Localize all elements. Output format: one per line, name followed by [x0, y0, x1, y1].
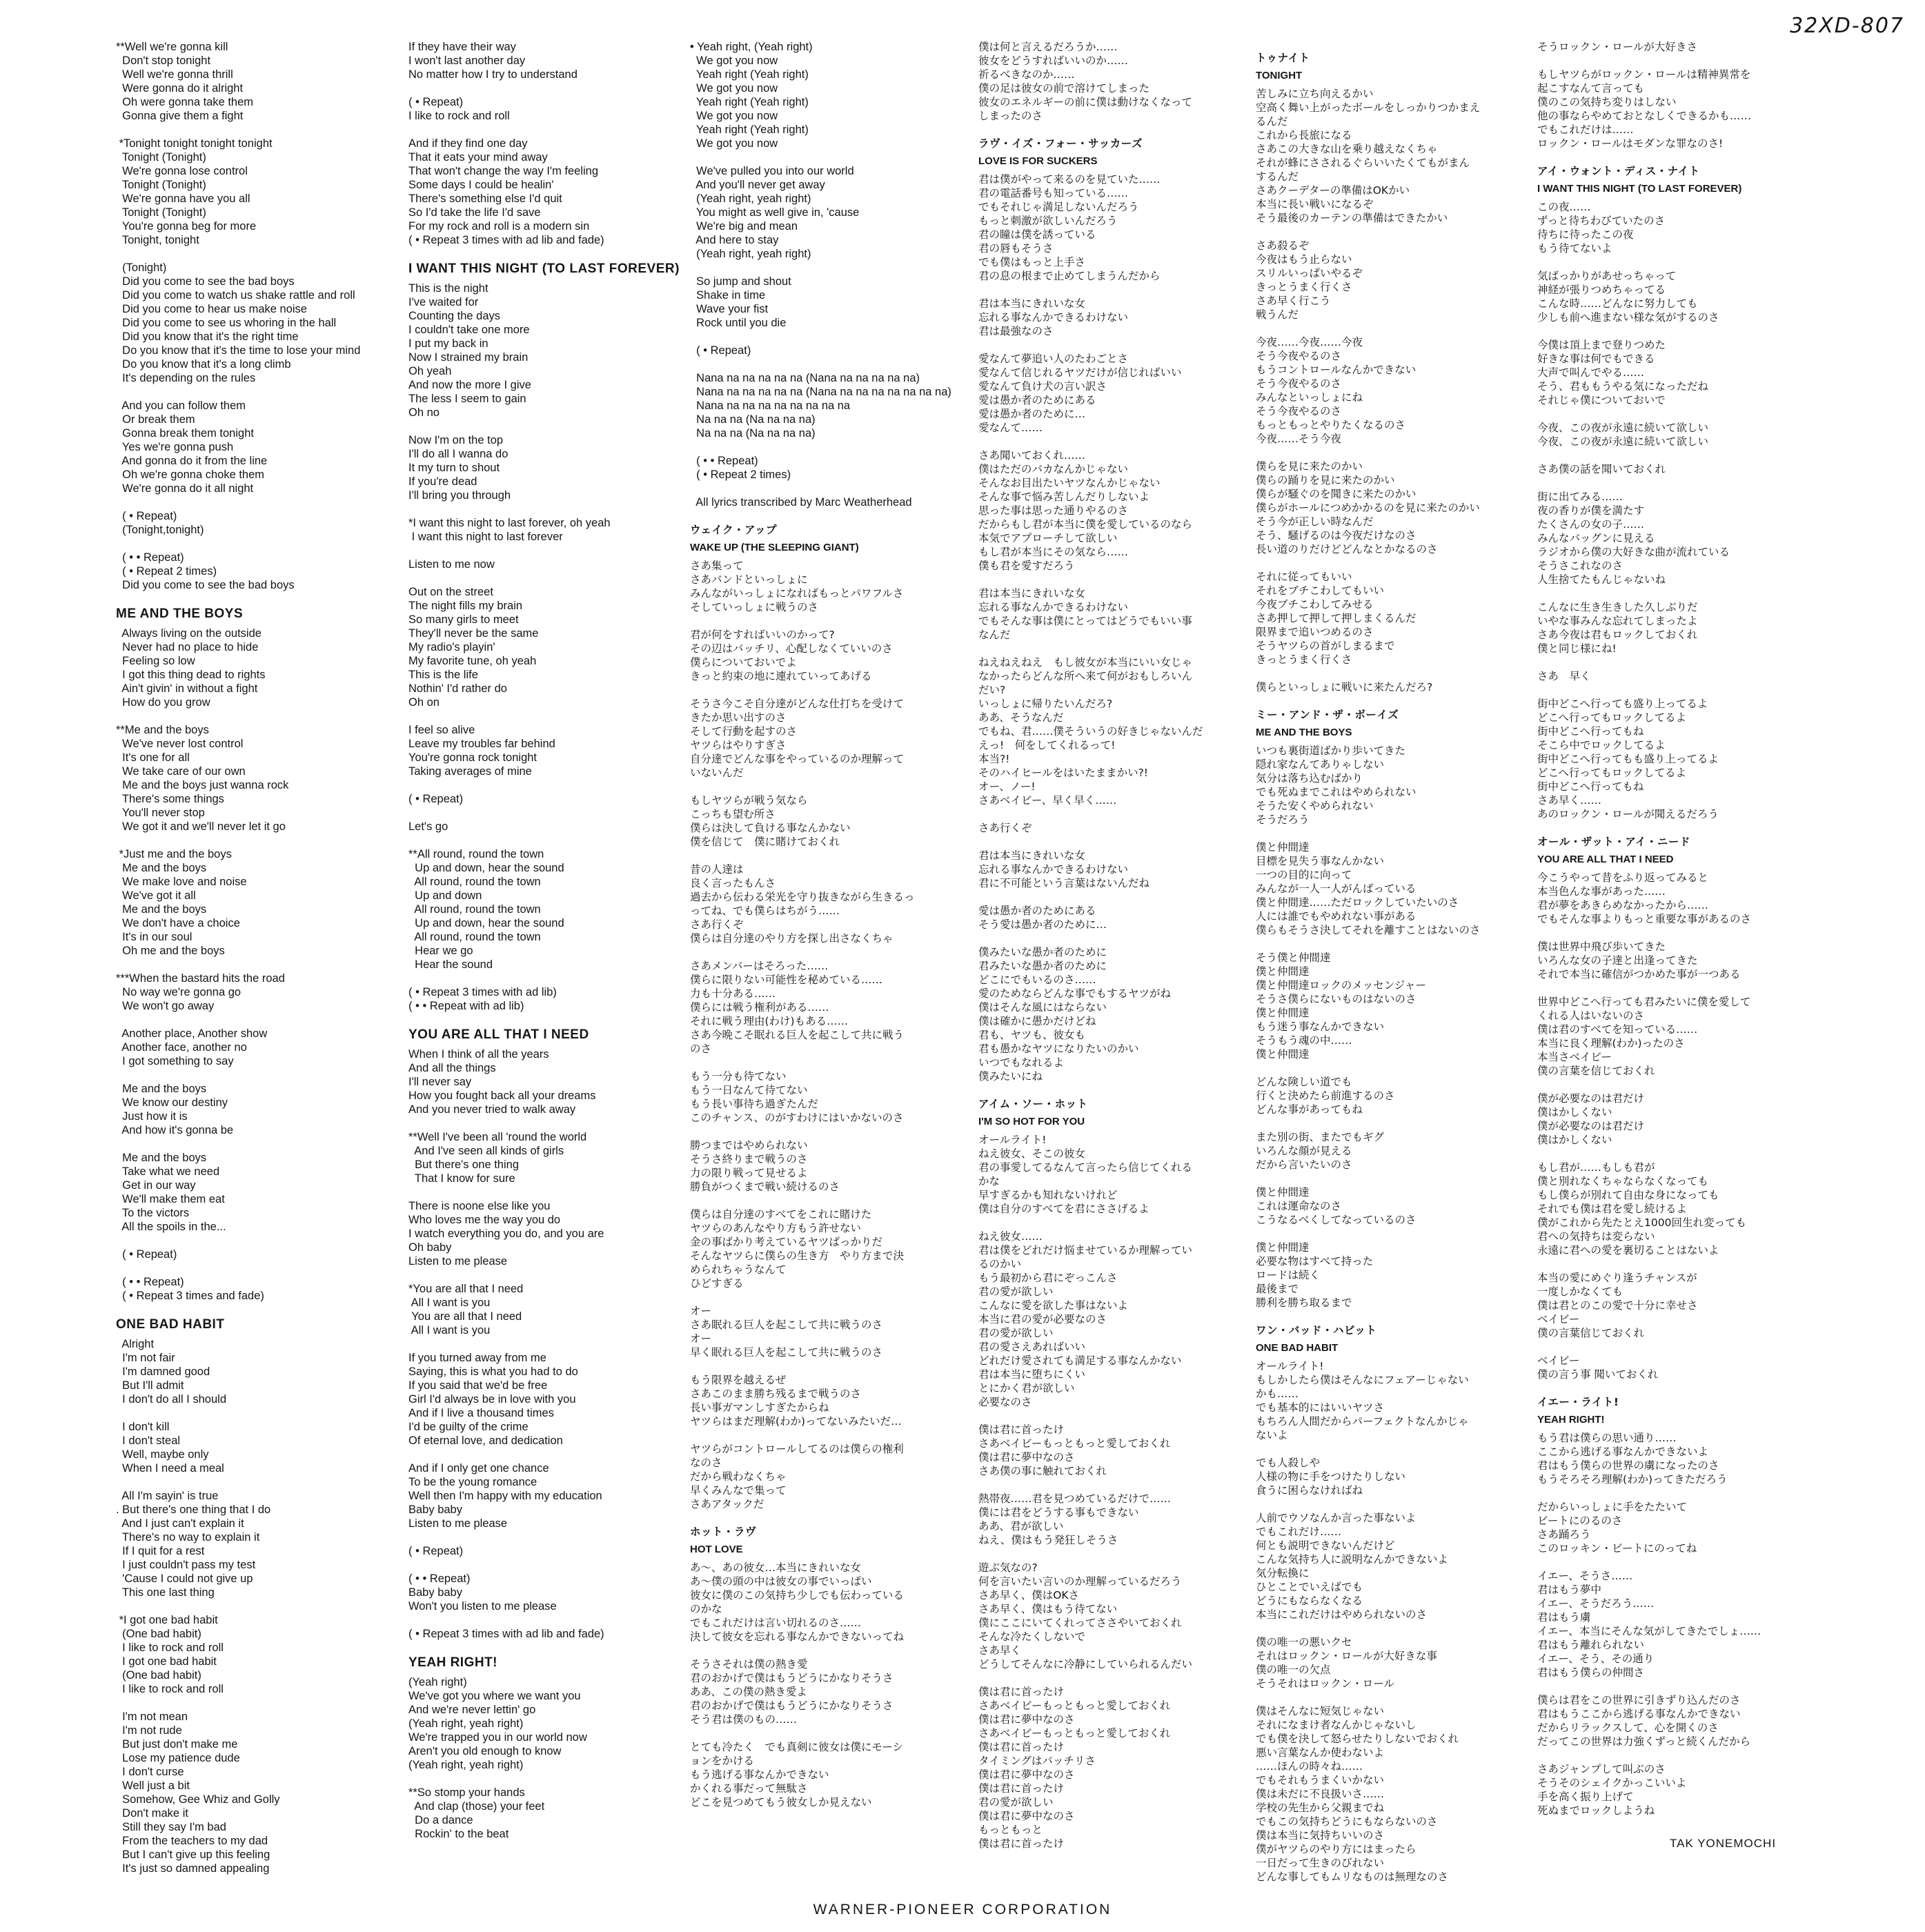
lyric-stanza-japanese: ヤツらがコントロールしてるのは僕らの権利 なのさ だから戦わなくちゃ 早くみんなで集って さあアタックだ [690, 1443, 904, 1510]
lyric-stanza-japanese: さあ聞いておくれ…… 僕はただのバカなんかじゃない そんなお目出たいヤツなんかじゃない そんな事で悩み苦しんだりしないよ 思った事は思った通りやるのさ だからもし君が本当に僕を愛しているのなら 本気でアプローチして欲しい もし君が本当にその気なら…… 僕も君を愛すだろう [978, 449, 1193, 572]
song-title-english: ONE BAD HABIT [1256, 1342, 1339, 1354]
lyric-stanza-japanese: 僕の唯一の悪いクセ それはロックン・ロールが大好きな事 僕の唯一の欠点 そうそれはロックン・ロール [1256, 1636, 1437, 1690]
lyric-stanza-japanese: ねえ彼女…… 君は僕をどれだけ悩ませているか理解ってい るのかい もう最初から君にぞっこんさ 君の愛が欲しい こんなに愛を欲した事はないよ 本当に君の愛が必要なのさ 君の愛が欲しい 君の愛さえあればいい どれだけ愛されても満足する事なんかない 君は本当に堕ちにくい とにかく君が欲しい 必要なのさ [978, 1230, 1193, 1408]
lyric-stanza-japanese: でも人殺しや 人様の物に手をつけたりしない 食うに困らなければね [1256, 1457, 1406, 1497]
lyric-stanza: (Tonight) Did you come to see the bad boys Did you come to watch us shake rattle and roll Did you come to hear us make noise Did you come to see us whoring in the hall Did you know that it's the right time Do you know that it's the time to lose your mind Do you know that it's a long climb It's depending on the rules [122, 262, 361, 384]
lyrics-column-5 [1256, 40, 1481, 1897]
song-title-english: I'M SO HOT FOR YOU [978, 1116, 1085, 1127]
lyric-stanza: ( • • Repeat) ( • Repeat 2 times) Did you come to see the bad boys [122, 551, 295, 591]
song-title-english: YOU ARE ALL THAT I NEED [1537, 854, 1674, 865]
lyric-stanza-japanese: 君は本当にきれいな女 忘れる事なんかできるわけない 君に不可能という言葉はないんだね [978, 849, 1150, 889]
lyric-stanza-japanese: 人前でウソなんか言った事ないよ でもこれだけ…… 何とも説明できないんだけど こんな気持ち人に説明なんかできないよ 気分転換に ひとことでいえばでも どうにもならなくなる 本当にこれだけはやめられないのさ [1256, 1512, 1449, 1621]
lyric-stanza-japanese: さあ僕の話を聞いておくれ [1537, 463, 1666, 475]
lyric-stanza: And if I only get one chance To be the young romance Well then I'm happy with my education Baby baby Listen to me please [408, 1462, 602, 1530]
lyric-stanza-japanese: もう限界を越えるぜ さあこのまま勝ち残るまで戦うのさ 長い事ガマンしすぎたからね ヤツらはまだ理解(わか)ってないみたいだ… [690, 1374, 902, 1428]
lyric-stanza: *You are all that I need All I want is you You are all that I need All I want is you [408, 1283, 524, 1337]
lyric-stanza: ( • Repeat) [408, 793, 464, 805]
lyric-stanza: • Yeah right, (Yeah right) We got you now Yeah right (Yeah right) We got you now Yeah right (Yeah right) We got you now Yeah right (Yeah right) We got you now [690, 41, 813, 150]
lyric-stanza: Alright I'm not fair I'm damned good But I'll admit I don't do all I should [121, 1338, 227, 1406]
lyric-stanza-japanese: 僕と仲間達 目標を見失う事なんかない 一つの目的に向って みんなが一人一人がんばっている 僕と仲間達……ただロックしていたいのさ 人には誰でもやめれない事がある 僕らもそうさ決してそれを離すことはないのさ [1256, 841, 1481, 936]
lyric-stanza-japanese: 今僕は頂上まで登りつめた 好きな事は何でもできる 大声で叫んでやる…… そう、君ももうやる気になっただね それじゃ僕についておいで [1537, 339, 1709, 406]
song-title-japanese: ワン・バッド・ハビット [1256, 1324, 1377, 1337]
lyric-stanza-japanese: この夜…… ずっと待ちわびていたのさ 待ちに待ったこの夜 もう待てないよ [1537, 201, 1666, 255]
song-title: ONE BAD HABIT [116, 1317, 225, 1332]
lyric-stanza-japanese: そう僕と仲間達 僕と仲間達 僕と仲間達ロックのメッセンジャー そうさ僕らにないものはないのさ 僕と仲間達 もう迷う事なんかできない そうもう魂の中…… 僕と仲間達 [1256, 952, 1426, 1061]
catalog-number: 32XD-807 [1790, 14, 1904, 38]
lyric-stanza: Me and the boys We know our destiny Just how it is And how it's gonna be [121, 1083, 234, 1136]
lyrics-column-6 [1537, 40, 1761, 1831]
song-title-english: TONIGHT [1256, 70, 1303, 81]
lyric-stanza: Always living on the outside Never had no place to hide Feeling so low I got this thing dead to rights Ain't givin' in without a fight How do you grow [121, 627, 266, 709]
lyric-stanza-japanese: 君は僕がやって来るのを見ていた…… 君の電話番号も知っている…… でもそれじゃ満足しないんだろう もっと刺激が欲しいんだろう 君の瞳は僕を誘っている 君の唇もそうさ でも僕はもっと上手さ 君の息の根まで止めてしまうんだから [978, 173, 1161, 282]
lyric-stanza: Me and the boys Take what we need Get in our way We'll make them eat To the victors All the spoils in the... [121, 1152, 226, 1233]
lyric-stanza-japanese: もう君は僕らの思い通り…… ここから逃げる事なんかできないよ 君はもう僕らの世界の虜になったのさ もうそろそろ理解(わか)ってきただろう [1537, 1432, 1728, 1486]
lyric-stanza: All I'm sayin' is true . But there's one thing that I do And I just can't explain it There's no way to explain it If I quit for a rest I just couldn't pass my test 'Cause I could not give up This one last thing [116, 1490, 271, 1599]
lyric-stanza: **Me and the boys We've never lost control It's one for all We take care of our own Me and the boys just wanna rock There's some things You'll never stop We got it and we'll never let it go [116, 724, 289, 833]
lyric-stanza: (Yeah right) We've got you where we want you And we're never lettin' go (Yeah right, yeah right) We're trapped you in our world now Aren't you old enough to know (Yeah right, yeah right) [408, 1676, 587, 1771]
lyric-stanza: ( • Repeat 3 times with ad lib and fade) [408, 1628, 604, 1640]
lyric-stanza-japanese: 遊ぶ気なの? 何を言いたい言いのか理解っているだろう さあ早く、僕はOKさ さあ早く、僕はもう待てない 僕にここにいてくれってささやいておくれ そんな冷たくしないで さあ早く どうしてそんなに冷静にしていられるんだい [978, 1561, 1193, 1670]
translator-credit: TAK YONEMOCHI [1670, 1837, 1777, 1850]
lyric-stanza-japanese: 僕は何と言えるだろうか…… 彼女をどうすればいいのか…… 祈るべきなのか…… 僕の足は彼女の前で溶けてしまった 彼女のエネルギーの前に僕は動けなくなって しまったのさ [978, 41, 1193, 122]
lyric-stanza: ( • Repeat) (Tonight,tonight) [122, 510, 204, 536]
song-title-japanese: オール・ザット・アイ・ニード [1537, 836, 1690, 848]
lyric-stanza-japanese: 今夜、この夜が永遠に続いて欲しい 今夜、この夜が永遠に続いて欲しい [1537, 422, 1709, 448]
lyric-stanza-japanese: 僕と仲間達 これは運命なのさ こうなるべくしてなっているのさ [1256, 1186, 1416, 1226]
lyric-stanza-japanese: 僕らを見に来たのかい 僕らの踊りを見に来たのかい 僕らが騒ぐのを聞きに来たのかい 僕らがホールにつめかかるのを見に来たのかい そう今が正しい時なんだ そう、騒げるのは今夜だけなのさ 長い道のりだけどどんなとかなるのさ [1256, 460, 1480, 555]
lyric-stanza: Let's go [408, 820, 448, 833]
lyric-stanza-japanese: 君が何をすればいいのかって? その辺はバッチリ、心配しなくていいのさ 僕らについておいでよ きっと約束の地に連れていってあげる [690, 629, 893, 682]
song-title-english: I WANT THIS NIGHT (TO LAST FOREVER) [1537, 183, 1742, 195]
song-title-english: HOT LOVE [690, 1544, 743, 1555]
song-title-japanese: イエー・ライト! [1537, 1396, 1619, 1408]
lyric-stanza: **So stomp your hands And clap (those) your feet Do a dance Rockin' to the beat [408, 1786, 545, 1840]
song-title: ME AND THE BOYS [116, 607, 244, 621]
lyric-stanza: Now I'm on the top I'll do all I wanna do It my turn to shout If you're dead I'll bring you through [408, 434, 511, 502]
lyric-stanza-japanese: 今夜……今夜……今夜 そう今夜やるのさ もうコントロールなんかできない そう今夜やるのさ みんなといっしょにね そう今夜やるのさ もっともっとやりたくなるのさ 今夜……そう今夜 [1256, 336, 1416, 445]
lyric-stanza-japanese: オールライト! ねえ彼女、そこの彼女 君の事愛してるなんて言ったら信じてくれる かな 早すぎるかも知れないけれど 僕は自分のすべてを君にささげるよ [978, 1134, 1193, 1215]
lyrics-column-1 [116, 40, 360, 1889]
lyric-stanza: ( • Repeat) I like to rock and roll [408, 96, 510, 122]
lyric-stanza-japanese: 僕はそんなに短気じゃない それになまけ者なんかじゃないし でも僕を決して怒らせたりしないでおくれ 悪い言葉なんか使わないよ ……ほんの時々ね…… でもそれもうまくいかない 僕は未だに不良扱いさ…… 学校の先生から父親までね でもこの気持ちどうにもならないのさ 僕は本当に気持ちいいのさ 僕がヤツらのやり方にはまったら 一日だって生きのびれない どんな事してもムリなものは無理なのさ [1256, 1705, 1459, 1883]
lyric-stanza: **Well we're gonna kill Don't stop tonight Well we're gonna thrill Were gonna do it alright Oh were gonna take them Gonna give them a fight [116, 41, 254, 122]
lyric-stanza-japanese: あ～、あの彼女…本当にきれいな女 あ～僕の頭の中は彼女の事でいっぱい 彼女に僕のこの気持ち少しでも伝わっている のかな でもこれだけは言い切れるのさ…… 決して彼女を忘れる事なんかできないってね [690, 1561, 905, 1643]
lyric-stanza-japanese: 僕らは自分達のすべてをこれに賭けた ヤツらのあんなやり方もう許せない 金の事ばかり考えているヤツばっかりだ そんなヤツらに僕らの生き方 やり方まで決 められちゃうなんて ひどすぎる [690, 1208, 905, 1290]
lyric-stanza-japanese: だからいっしょに手をたたいて ビートにのるのさ さあ踊ろう このロッキン・ビートにのってね [1537, 1501, 1697, 1555]
lyric-stanza-japanese: 愛なんて夢追い人のたわごとさ 愛なんて信じれるヤツだけが信じればいい 愛なんて負け犬の言い訳さ 愛は愚か者のためにある 愛は愚か者のために… 愛なんて…… [978, 353, 1182, 434]
song-title: YOU ARE ALL THAT I NEED [408, 1027, 589, 1042]
lyric-stanza: *Tonight tonight tonight tonight Tonight (Tonight) We're gonna lose control Tonight (Tonight) We're gonna have you all Tonight (Tonight) You're gonna beg for more Tonight, tonight [119, 137, 273, 246]
song-title-japanese: ラヴ・イズ・フォー・サッカーズ [978, 137, 1143, 150]
lyric-stanza-japanese: そうロックン・ロールが大好きさ [1537, 41, 1697, 53]
song-title-japanese: ミー・アンド・ザ・ボーイズ [1256, 709, 1399, 721]
lyric-stanza-japanese: もし君が……もしも君が 僕と別れなくちゃならなくなっても もし僕らが別れて自由な身になっても それでも僕は君を愛し続けるよ 僕がこれから先たとえ1000回生れ変っても 君への気持ちは変らない 永遠に君への愛を裏切ることはないよ [1537, 1161, 1746, 1256]
lyric-stanza-japanese: さあ行くぞ [978, 822, 1032, 834]
lyric-stanza: And if they find one day That it eats your mind away That won't change the way I'm feeling Some days I could be healin' There's something else I'd quit So I'd take the life I'd save For my rock and roll is a modern sin ( • Repeat 3 times with ad lib and fade) [408, 137, 604, 246]
lyric-stanza: I'm not mean I'm not rude But just don't make me Lose my patience dude I don't curse Well just a bit Somehow, Gee Whiz and Golly Don't make it Still they say I'm bad From the teachers to my dad But I can't give up this feeling It's just so damned appealing [122, 1711, 280, 1875]
lyric-stanza-japanese: 気ばっかりがあせっちゃって 神経が張りつめちゃってる こんな時……どんなに努力しても 少しも前へ進まない様な気がするのさ [1537, 270, 1719, 324]
song-title-english: YEAH RIGHT! [1537, 1414, 1605, 1426]
lyric-stanza: Another place, Another show Another face, another no I got something to say [121, 1027, 268, 1067]
lyric-stanza-japanese: さあジャンプして叫ぶのさ そうそのシェイクかっこいいよ 手を高く振り上げて 死ぬまでロックしようね [1537, 1763, 1687, 1817]
lyric-stanza: *I want this night to last forever, oh yeah I want this night to last forever [408, 517, 611, 543]
lyric-stanza-japanese: もしヤツらが戦う気なら こっちも望む所さ 僕らは決して負ける事なんかない 僕を信じて 僕に賭けておくれ [690, 794, 851, 848]
lyric-stanza-japanese: 街中どこへ行っても盛り上ってるよ どこへ行ってもロックしてるよ 街中どこへ行ってもね そこら中でロックしてるよ 街中どこへ行ってもも盛り上ってるよ どこへ行ってもロックしてるよ 街中どこへ行ってもね さあ早く…… あのロックン・ロールが聞えるだろう [1537, 698, 1719, 820]
lyric-stanza: **Well I've been all 'round the world And I've seen all kinds of girls But there's one thing That I know for sure [408, 1131, 587, 1185]
lyrics-column-3 [690, 40, 951, 1823]
song-title-english: WAKE UP (THE SLEEPING GIANT) [690, 542, 859, 553]
lyric-stanza: ( • • Repeat) Baby baby Won't you listen to me please [408, 1573, 557, 1613]
lyric-stanza: ( • • Repeat) ( • Repeat 3 times and fade) [122, 1276, 264, 1302]
lyric-stanza: ***When the bastard hits the road No way we're gonna go We won't go away [116, 972, 285, 1012]
song-title-english: ME AND THE BOYS [1256, 727, 1352, 738]
lyric-stanza-japanese: ベイビー 僕の言う事 聞いておくれ [1537, 1354, 1659, 1381]
lyric-stanza: ( • Repeat) [116, 1248, 177, 1261]
lyric-stanza-japanese: 僕と仲間達 必要な物はすべて持った ロードは続く 最後まで 勝利を勝ち取るまで [1256, 1241, 1374, 1309]
lyric-stanza: All lyrics transcribed by Marc Weatherhead [690, 496, 912, 509]
song-title-japanese: ホット・ラヴ [690, 1526, 757, 1538]
song-title-japanese: アイ・ウォント・ディス・ナイト [1537, 165, 1700, 177]
lyric-stanza-japanese: ねえねえねえ もし彼女が本当にいい女じゃ なかったらどんな所へ来て何がおもしろいん だい? いっしょに帰りたいんだろ? ああ、そうなんだ でもね、君……僕そういうの好きじゃないんだ えっ! 何をしてくれるって! 本当?! そのハイヒールをはいたままかい?! オー、ノー! さあベイビー、早く早く…… [978, 656, 1203, 807]
lyric-stanza-japanese: もしヤツらがロックン・ロールは精神異常を 起こすなんて言っても 僕のこの気持ち変りはしない 他の事ならやめておとなしくできるかも…… でもこれだけは…… ロックン・ロールはモダンな罪なのさ! [1537, 68, 1752, 150]
lyric-stanza: ( • Repeat) [408, 1545, 464, 1557]
song-title: I WANT THIS NIGHT (TO LAST FOREVER) [408, 262, 680, 276]
lyric-stanza: I feel so alive Leave my troubles far behind You're gonna rock tonight Taking averages of mine [408, 724, 555, 778]
song-title-english: LOVE IS FOR SUCKERS [978, 155, 1098, 167]
lyric-stanza-japanese: とても冷たく でも真剣に彼女は僕にモーシ ョンをかける もう逃げる事なんかできない かくれる事だって無駄さ どこを見つめてもう彼女しか見えない [690, 1741, 904, 1808]
lyric-stanza: If they have their way I won't last another day No matter how I try to understand [408, 41, 578, 81]
lyric-stanza: ( • Repeat 3 times with ad lib) ( • • Repeat with ad lib) [408, 986, 557, 1012]
lyric-stanza: ( • Repeat) [690, 344, 751, 357]
lyric-stanza: Out on the street The night fills my brain So many girls to meet They'll never be the same My radio's playin' My favorite tune, oh yeah This is the life Nothin' I'd rather do Oh on [408, 586, 539, 709]
lyric-stanza-japanese: 愛は愚か者のためにある そう愛は愚か者のために… [978, 905, 1107, 931]
lyric-stanza-japanese: さあ殺るぞ 今夜はもう止らない スリルいっぱいやるぞ きっとうまく行くさ さあ早く行こう 戦うんだ [1256, 239, 1363, 321]
song-title-japanese: トゥナイト [1256, 52, 1310, 64]
lyric-stanza-japanese: 昔の人達は 良く言ったもんさ 過去から伝わる栄光を守り抜きながら生きるっ ってね、でも僕らはちがう…… さあ行くぞ 僕らは自分達のやり方を探し出さなくちゃ [690, 863, 915, 945]
lyric-stanza-japanese: それに従ってもいい それをブチこわしてもいい 今夜ブチこわしてみせる さあ押して押して押しまくるんだ 限界まで追いつめるのさ そうヤツらの首がしまるまで きっとうまく行くさ [1256, 571, 1416, 666]
lyrics-column-4 [978, 40, 1203, 1864]
lyric-stanza: Listen to me now [408, 558, 495, 571]
lyric-stanza: This is the night I've waited for Counting the days I couldn't take one more I put my back in Now I strained my brain Oh yeah And now the more I give The less I seem to gain Oh no [408, 282, 531, 419]
lyric-stanza-japanese: 熱帯夜……君を見つめているだけで…… 僕には君をどうする事もできない ああ、君が欲しい ねえ、僕はもう発狂しそうさ [978, 1492, 1172, 1546]
song-title: YEAH RIGHT! [408, 1655, 497, 1670]
lyric-stanza-japanese: さあ集って さあバンドといっしょに みんながいっしょになればもっとパワフルさ そしていっしょに戦うのさ [690, 560, 904, 613]
lyric-stanza-japanese: 勝つまではやめられない そうさ終りまで戦うのさ 力の限り戦って見せるよ 勝負がつくまで戦い続けるのさ [690, 1139, 840, 1193]
lyric-stanza-japanese: さあメンバーはそろった…… 僕らに限りない可能性を秘めている…… 力も十分ある…… 僕らには戦う権利がある…… それに戦う理由(わけ)もある…… さあ今晩こそ眠れる巨人を起こして共に戦う のさ [690, 960, 905, 1055]
lyric-stanza-japanese: どんな険しい道でも 行くと決めたら前進するのさ どんな事があってもね [1256, 1076, 1395, 1116]
lyric-stanza-japanese: 僕は君に首ったけ さあベイビーもっともっと愛しておくれ 僕は君に夢中なのさ さあベイビーもっともっと愛しておくれ 僕は君に首ったけ タイミングはバッチリさ 僕は君に夢中なのさ 僕は君に首ったけ 君の愛が欲しい 僕は君に夢中なのさ もっともっと 僕は君に首ったけ [978, 1686, 1171, 1850]
lyric-stanza-japanese: こんなに生き生きした久しぶりだ いやな事みんな忘れてしまったよ さあ今夜は君もロックしておくれ 僕と同じ様にね! [1537, 601, 1698, 655]
lyric-stanza: ( • • Repeat) ( • Repeat 2 times) [696, 455, 791, 481]
lyric-stanza-japanese: もう一分も待てない もう一日なんて待てない もう長い事待ち過ぎたんだ このチャンス、のがすわけにはいかないのさ [690, 1070, 904, 1124]
lyric-stanza-japanese: 僕らといっしょに戦いに来たんだろ? [1256, 681, 1433, 693]
lyric-stanza-japanese: 僕みたいな愚か者のために 君みたいな愚か者のために どこにでもいるのさ…… 愛のためならどんな事でもするヤツがね 僕はそんな風にはならない 僕は確かに愚かだけどね 君も、ヤツも、彼女も 君も愚かなヤツになりたいのかい いつでもなれるよ 僕みたいにね [978, 946, 1172, 1083]
lyric-stanza-japanese: オールライト! もしかしたら僕はそんなにフェアーじゃない かも…… でも基本的にはいいヤツさ もちろん人間だからパーフェクトなんかじゃ ないよ [1256, 1360, 1469, 1441]
lyric-stanza-japanese: そうさそれは僕の熱き愛 君のおかげで僕はもうどうにかなりそうさ ああ、この僕の熱き愛よ 君のおかげで僕はもうどうにかなりそうさ そう君は僕のもの…… [690, 1658, 894, 1726]
lyric-stanza-japanese: 今こうやって昔をふり返ってみると 本当色んな事があった…… 君が夢をあきらめなかったから…… でもそんな事よりもっと重要な事があるのさ [1537, 871, 1752, 925]
lyric-stanza-japanese: 君は本当にきれいな女 忘れる事なんかできるわけない でもそんな事は僕にとってはどうでもいい事 なんだ [978, 587, 1192, 641]
lyric-stanza: We've pulled you into our world And you'll never get away (Yeah right, yeah right) You might as well give in, 'cause We're big and mean And here to stay (Yeah right, yeah right) [695, 165, 860, 260]
lyric-stanza: *Just me and the boys Me and the boys We make love and noise We've got it all Me and the boys We don't have a choice It's in our soul Oh me and the boys [119, 848, 247, 957]
lyric-stanza: **All round, round the town Up and down, hear the sound All round, round the town Up and down All round, round the town Up and down, hear the sound All round, round the town Hear we go Hear the sound [408, 848, 564, 971]
lyric-stanza-japanese: 世界中どこへ行っても君みたいに僕を愛して くれる人はいないのさ 僕は君のすべてを知っている…… 本当に良く理解(わか)ったのさ 本当さベイビー 僕の言葉を信じておくれ [1537, 996, 1751, 1077]
lyric-stanza-japanese: 僕らは君をこの世界に引きずり込んだのさ 君はもうここから逃げる事なんかできない だからリラックスして、心を開くのさ だってこの世界は力強くずっと続くんだから [1537, 1694, 1751, 1748]
lyric-stanza-japanese: 街に出てみる…… 夜の香りが僕を満たす たくさんの女の子…… みんなバッグンに見える ラジオから僕の大好きな曲が流れている そうさこれなのさ 人生捨てたもんじゃないね [1537, 491, 1730, 586]
lyric-stanza: There is noone else like you Who loves me the way you do I watch everything you do, and you are Oh baby Listen to me please [408, 1200, 604, 1268]
lyric-stanza-japanese: イエー、そうさ…… 君はもう夢中 イエー、そうだろう…… 君はもう虜 イエー、本当にそんな気がしてきたでしょ…… 君はもう離れられない イエー、そう、その通り 君はもう僕らの仲間さ [1537, 1570, 1761, 1679]
lyric-stanza-japanese: さあ 早く [1537, 670, 1591, 682]
lyric-stanza-japanese: また別の街、またでもギグ いろんな顔が見える だから言いたいのさ [1256, 1131, 1385, 1171]
lyric-stanza: So jump and shout Shake in time Wave your fist Rock until you die [696, 275, 791, 329]
lyric-stanza-japanese: 僕は世界中飛び歩いてきた いろんな女の子達と出逢ってきた それで本当に確信がつかめた事が一つある [1537, 940, 1741, 980]
lyric-stanza: Nana na na na na na (Nana na na na na na) Nana na na na na na (Nana na na na na na na na) Nana na na na na na na na na Na na na (Na na na na) Na na na (Na na na na) [696, 372, 951, 440]
lyric-stanza: *I got one bad habit (One bad habit) I like to rock and roll I got one bad habit (One bad habit) I like to rock and roll [119, 1614, 224, 1695]
lyric-stanza: And you can follow them Or break them Gonna break them tonight Yes we're gonna push And gonna do it from the line Oh we're gonna choke them We're gonna do it all night [121, 400, 268, 495]
lyric-stanza-japanese: 君は本当にきれいな女 忘れる事なんかできるわけない 君は最強なのさ [978, 297, 1129, 337]
lyric-stanza-japanese: オー さあ眠れる巨人を起こして共に戦うのさ オー 早く眠れる巨人を起こして共に戦うのさ [690, 1305, 883, 1359]
lyric-stanza: If you turned away from me Saying, this is what you had to do If you said that we'd be free Girl I'd always be in love with you And if I live a thousand times I'd be guilty of the crime Of eternal love, and dedication [408, 1352, 578, 1447]
lyric-stanza-japanese: そうさ今こそ自分達がどんな仕打ちを受けて きたか思い出すのさ そして行動を起すのさ ヤツらはやりすぎさ 自分達でどんな事をやっているのか理解って いないんだ [690, 698, 905, 779]
lyric-stanza-japanese: 苦しみに立ち向えるかい 空高く舞い上がったボールをしっかりつかまえ るんだ これから長旅になる さあこの大きな山を乗り越えなくちゃ それが蜂にさされるぐらいいたくてもがまん するんだ さあクーデターの準備はOKかい 本当に長い戦いになるぞ そう最後のカーテンの準備はできたかい [1256, 88, 1481, 224]
lyric-stanza-japanese: いつも裏街道ばかり歩いてきた 隠れ家なんてありゃしない 気分は落ち込むばかり でも死ぬまでこれはやめられない そうた安くやめられない そうだろう [1256, 745, 1416, 826]
lyric-stanza-japanese: 僕が必要なのは君だけ 僕はかしくない 僕が必要なのは君だけ 僕はかしくない [1537, 1092, 1645, 1146]
lyric-stanza-japanese: 本当の愛にめぐり逢うチャンスが 一度しかなくても 僕は君とのこの愛で十分に幸せさ ベイビー 僕の言葉信じておくれ [1537, 1272, 1698, 1339]
lyrics-column-2 [408, 40, 680, 1855]
lyric-stanza: When I think of all the years And all the things I'll never say How you fought back all your dreams And you never tried to walk away [408, 1048, 596, 1116]
song-title-japanese: アイム・ソー・ホット [978, 1098, 1088, 1110]
lyric-stanza-japanese: 僕は君に首ったけ さあベイビーもっともっと愛しておくれ 僕は君に夢中なのさ さあ僕の事に触れておくれ [978, 1423, 1171, 1477]
song-title-japanese: ウェイク・アップ [690, 524, 777, 536]
publisher-footer: WARNER-PIONEER CORPORATION [813, 1902, 1112, 1918]
lyric-stanza: I don't kill I don't steal Well, maybe only When I need a meal [122, 1421, 224, 1475]
